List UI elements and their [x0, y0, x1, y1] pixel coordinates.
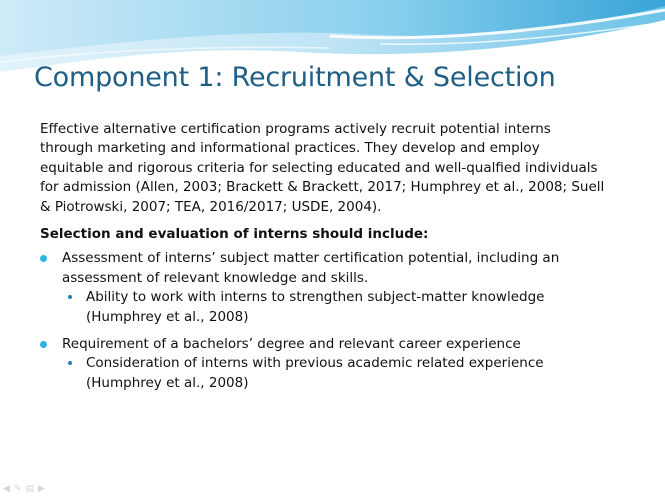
intro-line: & Piotrowski, 2007; TEA, 2016/2017; USDE, 2004).: [40, 198, 382, 215]
sub-bullet-line: (Humphrey et al., 2008): [86, 308, 249, 325]
menu-icon[interactable]: ▤: [25, 484, 34, 494]
intro-paragraph: [40, 120, 620, 217]
sub-bullet-line: (Humphrey et al., 2008): [86, 374, 249, 391]
sub-bullet-line: Ability to work with interns to strengthen subject-matter knowledge: [86, 289, 545, 306]
sub-bullet-item: [40, 288, 620, 327]
slide-title: Component 1: Recruitment & Selection: [34, 62, 556, 93]
bullet-dot-icon: [40, 341, 47, 348]
intro-line: equitable and rigorous criteria for selecting educated and well-qualfied individuals: [40, 159, 598, 176]
slide-body: [40, 120, 620, 393]
bullet-item: [40, 335, 620, 354]
intro-line: Effective alternative certification programs actively recruit potential interns: [40, 121, 551, 137]
bullet-item: [40, 249, 620, 288]
section-subheading: Selection and evaluation of interns should include:: [40, 226, 429, 243]
sub-bullet-dot-icon: [68, 361, 72, 365]
slideshow-nav-controls: [3, 484, 45, 494]
intro-line: through marketing and informational practices. They develop and employ: [40, 140, 540, 157]
bullet-line: assessment of relevant knowledge and skills.: [62, 269, 369, 286]
bullet-line: Requirement of a bachelors’ degree and relevant career experience: [62, 336, 521, 353]
sub-bullet-item: [40, 354, 620, 393]
sub-bullet-dot-icon: [68, 295, 72, 299]
sub-bullet-line: Consideration of interns with previous academic related experience: [86, 355, 544, 372]
pen-icon[interactable]: ✎: [13, 484, 22, 494]
arrow-left-icon[interactable]: ◀: [3, 484, 10, 494]
bullet-dot-icon: [40, 255, 47, 262]
intro-line: for admission (Allen, 2003; Brackett & Brackett, 2017; Humphrey et al., 2008; Suell: [40, 179, 605, 196]
bullet-line: Assessment of interns’ subject matter certification potential, including an: [62, 250, 560, 267]
arrow-right-icon[interactable]: ▶: [37, 484, 45, 494]
